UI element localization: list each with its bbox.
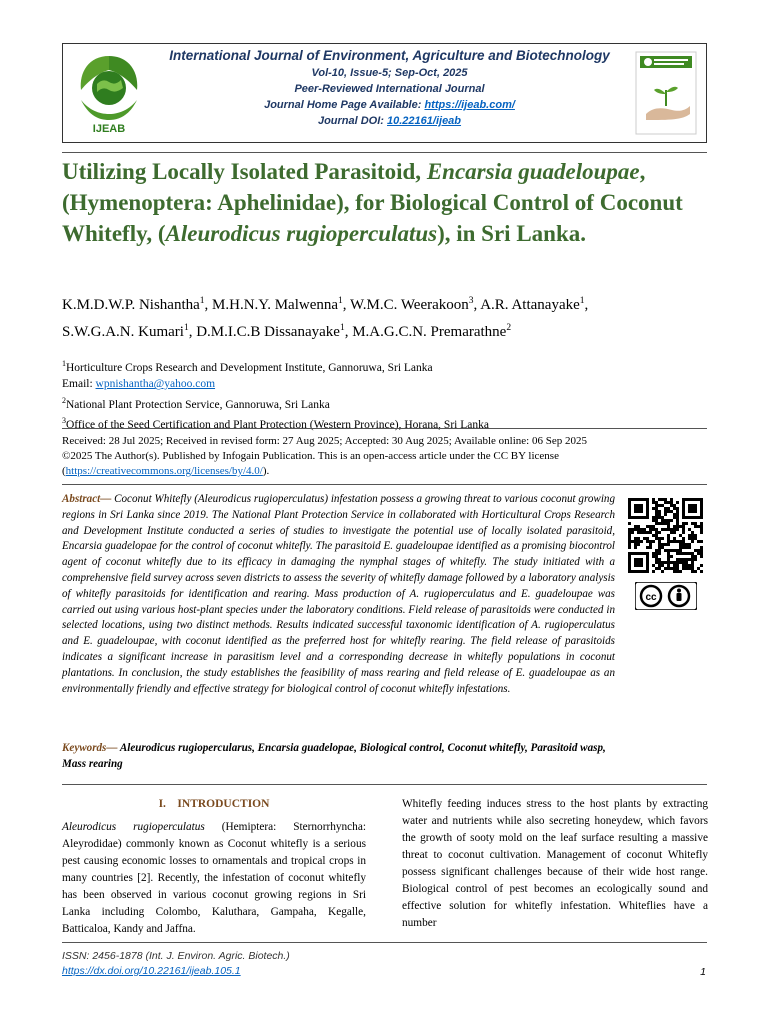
body-column-right bbox=[402, 796, 708, 932]
page-footer bbox=[62, 949, 290, 979]
affiliation-2: $^2$National Plant Protection Service, Gannoruwa, Sri Lanka bbox=[62, 395, 330, 411]
license-link[interactable]: https://creativecommons.org/licenses/by/4.0/ bbox=[65, 465, 263, 477]
review-type: Peer-Reviewed International Journal bbox=[294, 83, 485, 95]
affiliations-divider bbox=[62, 428, 707, 429]
journal-logo-icon bbox=[71, 50, 147, 136]
affiliation-1: $^1$Horticulture Crops Research and Development Institute, Gannoruwa, Sri Lanka bbox=[62, 359, 433, 374]
svg-text:cc: cc bbox=[645, 592, 657, 603]
svg-text:IJEAB: IJEAB bbox=[92, 123, 126, 135]
qr-code-icon[interactable] bbox=[622, 497, 710, 574]
journal-header bbox=[62, 43, 707, 143]
article-doi-link[interactable]: https://dx.doi.org/10.22161/ijeab.105.1 bbox=[62, 965, 241, 977]
author: A.R. Attanayake$^1$, bbox=[480, 296, 589, 313]
journal-info bbox=[153, 47, 626, 129]
email-line: Email: wpnishantha@yahoo.com bbox=[62, 378, 216, 391]
abstract: Abstract— Coconut Whitefly (Aleurodicus rugioperculatus) infestation possess a growing threat to various coconut growing regions in Sri Lanka since 2019. The National Plant Protection Service in collaborated with Horticultural Crops Research and Development Institute conducted a series of studies to investigate the potential use of locally isolated parasitoid, Encarsia guadelopae for the control of coconut whitefly. The parasitoid E. guadeloupae identified as a promising biocontrol agent of coconut whitefly due to its efficacy in damaging the nymphal stages of whitefly. The study initiated with a comprehensive field survey across seven districts to assess the severity of whitefly damage followed by a laboratory analysis of whitefly parasitoids for identification and rearing. Mass production of A. rugioperculatus and E. guadeloupae was carried out using various host-plant species under the laboratory conditions. Field release of parasitoids were conducted in selected locations, using two distinct methods. Results indicated successful taxonomic identification of A. rugioperculatus and E. guadeloupae, with coconut identified as the preferred host for whitefly rearing. The field release of parasitoids indicates a significant increase in parasitism level and a corresponding decrease in whitefly populations in coconut plantations. In conclusion, the study establishes the feasibility of mass rearing and field release of E. guadeloupae as an environmentally friendly and effective strategy for biological control of coconut whitefly infestations. bbox=[62, 493, 615, 695]
abstract-label: Abstract bbox=[62, 493, 101, 505]
journal-cover-icon bbox=[634, 50, 698, 136]
doi-line: Journal DOI: 10.22161/ijeab bbox=[317, 115, 462, 127]
license-line: (https://creativecommons.org/licenses/by/4.0/). bbox=[62, 465, 270, 477]
history-divider bbox=[62, 484, 707, 485]
author: K.M.D.W.P. Nishantha$^1$, bbox=[62, 296, 213, 313]
keywords: Keywords— Aleurodicus rugiopercularus, Encarsia guadelopae, Biological control, Coconut whitefly, Parasitoid wasp, Mass rearing bbox=[62, 742, 606, 770]
header-divider bbox=[62, 152, 707, 153]
abstract-divider bbox=[62, 784, 707, 785]
author: M.A.G.C.N. Premarathne$^2$ bbox=[352, 323, 512, 340]
keywords-text: Aleurodicus rugiopercularus, Encarsia guadelopae, Biological control, Coconut whitefly, Parasitoid wasp, Mass rearing bbox=[62, 742, 606, 770]
author: M.H.N.Y. Malwenna$^1$, bbox=[212, 296, 350, 313]
keywords-label: Keywords bbox=[62, 742, 107, 754]
body-column-left bbox=[62, 796, 366, 938]
footer-divider bbox=[62, 942, 707, 943]
issn: ISSN: 2456-1878 (Int. J. Environ. Agric. Biotech.) bbox=[62, 950, 290, 962]
page-number: 1 bbox=[700, 966, 706, 978]
author: S.W.G.A.N. Kumari$^1$, bbox=[62, 323, 197, 340]
author: W.M.C. Weerakoon$^3$, bbox=[350, 296, 481, 313]
author-list bbox=[62, 290, 712, 344]
author-email-link[interactable]: wpnishantha@yahoo.com bbox=[95, 378, 216, 391]
journal-title: International Journal of Environment, Agriculture and Biotechnology bbox=[169, 48, 610, 63]
affiliations bbox=[62, 356, 712, 433]
volume-issue: Vol-10, Issue-5; Sep-Oct, 2025 bbox=[311, 67, 468, 79]
intro-paragraph-2: Whitefly feeding induces stress to the host plants by extracting water and nutrients while also secreting honeydew, which favors the growth of sooty mold on the leaf surface resulting a massive threat to coconut cultivation. Management of coconut Whitefly possess significant challenges because of their wide host range. Biological control of pest becomes an ecologically sound and effective solution for whitefly infestation. Whiteflies have a number bbox=[402, 798, 708, 929]
intro-paragraph-1: Aleurodicus rugioperculatus (Hemiptera: Sternorrhyncha: Aleyrodidae) commonly known as Coconut whitefly is a serious pest causing economic losses to ornamentals and tropical crops in many countries [2]. Recently, the infestation of coconut whitefly has been observed in various coconut growing regions in Sri Lanka including Colombo, Kaluthara, Gampaha, Kegalle, Batticaloa, Kandy and Jaffna. bbox=[62, 821, 366, 935]
article-history bbox=[62, 434, 712, 479]
affiliation-3: $^3$Office of the Seed Certification and Plant Protection (Western Province), Horana, Sri Lanka bbox=[62, 416, 489, 431]
received-dates: Received: 28 Jul 2025; Received in revised form: 27 Aug 2025; Accepted: 30 Aug 2025; Available online: 06 Sep 2025 bbox=[62, 435, 587, 447]
author: D.M.I.C.B Dissanayake$^1$, bbox=[196, 323, 353, 340]
section-heading-introduction: I. INTRODUCTION bbox=[158, 798, 270, 810]
journal-doi-link[interactable]: 10.22161/ijeab bbox=[387, 115, 462, 127]
homepage-link[interactable]: https://ijeab.com/ bbox=[424, 99, 515, 111]
cc-by-license-icon bbox=[635, 582, 697, 610]
homepage-line: Journal Home Page Available: https://ijeab.com/ bbox=[264, 99, 515, 111]
abstract-text: Coconut Whitefly (Aleurodicus rugioperculatus) infestation possess a growing threat to various coconut growing regions in Sri Lanka since 2019. The National Plant Protection Service in collaborated with Horticultural Crops Research and Development Institute conducted a series of studies to investigate the potential use of locally isolated parasitoid, Encarsia guadelopae for the control of coconut whitefly. The parasitoid E. guadeloupae identified as a promising biocontrol agent of coconut whitefly due to its efficacy in damaging the nymphal stages of whitefly. The study initiated with a comprehensive field survey across seven districts to assess the severity of whitefly damage followed by a laboratory analysis of whitefly parasitoids for identification and rearing. Mass production of A. rugioperculatus and E. guadeloupae was carried out using various host-plant species under the laboratory conditions. Field release of parasitoids were conducted in selected locations, using two distinct methods. Results indicated successful taxonomic identification of A. rugioperculatus and E. guadeloupae, with coconut identified as the preferred host for whitefly rearing. The field release of parasitoids indicates a significant increase in parasitism level and a corresponding decrease in whitefly populations in coconut plantations. In conclusion, the study establishes the feasibility of mass rearing and field release of E. guadeloupae as an environmentally friendly and effective strategy for biological control of coconut whitefly infestations. bbox=[62, 493, 615, 695]
copyright-line: ©2025 The Author(s). Published by Infogain Publication. This is an open-access article under the CC BY license bbox=[62, 450, 559, 462]
article-title: Utilizing Locally Isolated Parasitoid, Encarsia guadeloupae, (Hymenoptera: Aphelinidae), for Biological Control of Coconut Whitefly, (Aleurodicus rugioperculatus), in Sri Lanka. bbox=[62, 159, 683, 246]
